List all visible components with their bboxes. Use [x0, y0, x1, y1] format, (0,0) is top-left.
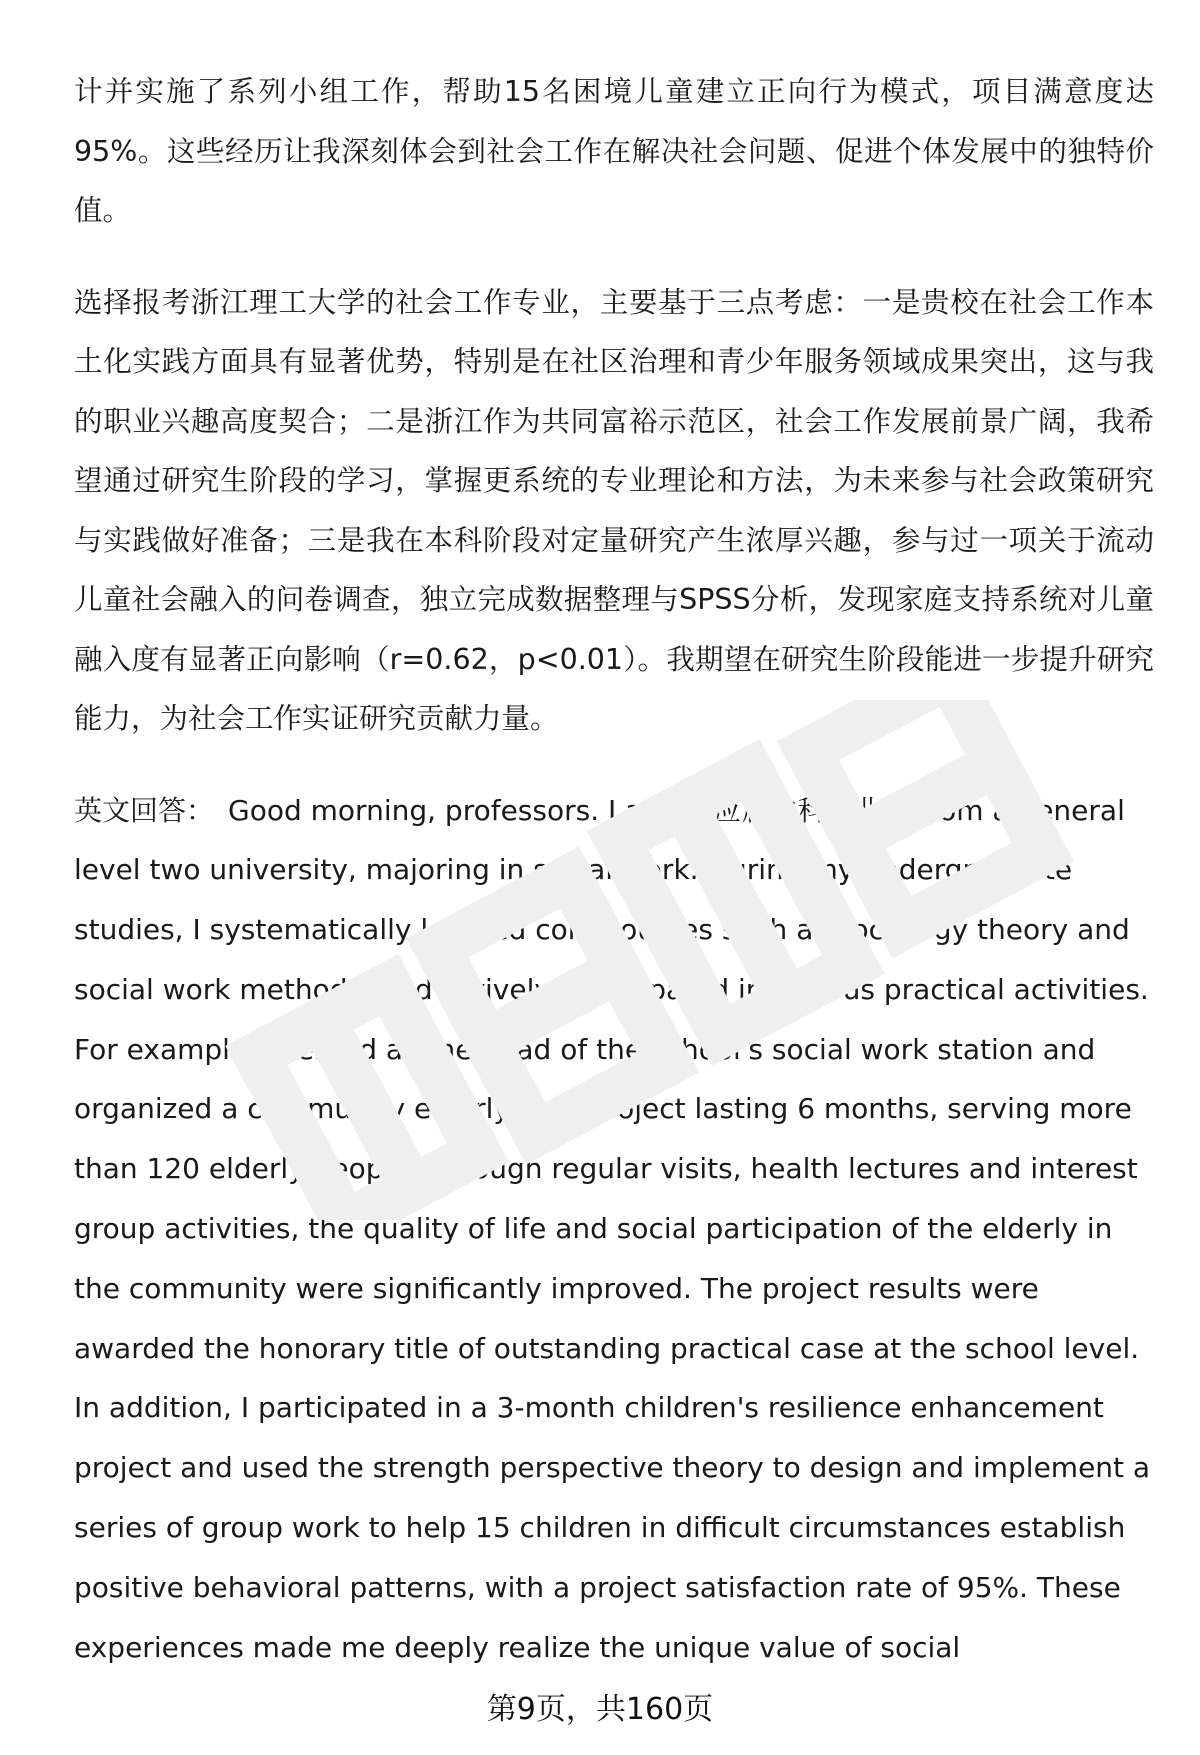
- document-page: [74, 62, 1154, 1677]
- page-footer: 第9页，共160页: [486, 1692, 714, 1727]
- english-answer-text: Good morning, professors. I am an应届本科毕业生 from a general level two university, majoring in social work. During my undergraduate studies, I systematically learned core courses such as sociology theory and social work methods, and actively participated in various practical activities. For example, I served as the head of the school's social work station and organized a community elderly care project lasting 6 months, serving more than 120 elderly people. Through regular visits, health lectures and interest group activities, the quality of life and social participation of the elderly in the community were significantly improved. The project results were awarded the honorary title of outstanding practical case at the school level. In addition, I participated in a 3-month children's resilience enhancement project and used the strength perspective theory to design and implement a series of group work to help 15 children in difficult circumstances establish positive behavioral patterns, with a project satisfaction rate of 95%. These experiences made me deeply realize the unique value of social: [74, 793, 1151, 1664]
- paragraph-2: 选择报考浙江理工大学的社会工作专业，主要基于三点考虑：一是贵校在社会工作本土化实践方面具有显著优势，特别是在社区治理和青少年服务领域成果突出，这与我的职业兴趣高度契合；二是浙江作为共同富裕示范区，社会工作发展前景广阔，我希望通过研究生阶段的学习，掌握更系统的专业理论和方法，为未来参与社会政策研究与实践做好准备；三是我在本科阶段对定量研究产生浓厚兴趣，参与过一项关于流动儿童社会融入的问卷调查，独立完成数据整理与SPSS分析，发现家庭支持系统对儿童融入度有显著正向影响（r=0.62，p<0.01）。我期望在研究生阶段能进一步提升研究能力，为社会工作实证研究贡献力量。: [74, 285, 1154, 735]
- english-answer-label: 英文回答：: [74, 793, 215, 827]
- paragraph-1: 计并实施了系列小组工作，帮助15名困境儿童建立正向行为模式，项目满意度达95%。这些经历让我深刻体会到社会工作在解决社会问题、促进个体发展中的独特价值。: [74, 75, 1154, 227]
- english-answer-paragraph: [74, 781, 1154, 1678]
